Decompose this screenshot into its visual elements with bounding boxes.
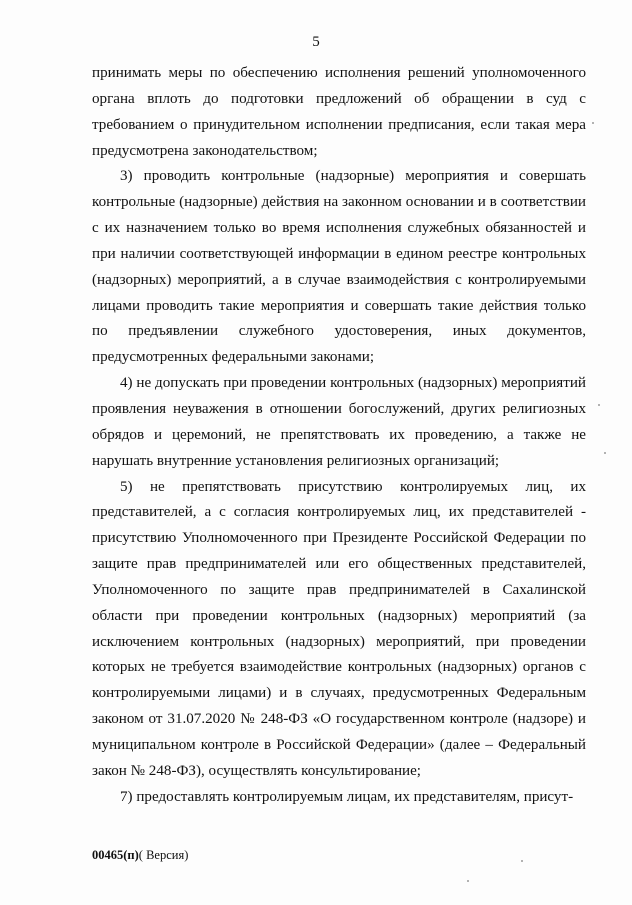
paragraph-item-4: 4) не допускать при проведении контрольных (надзорных) мероприятий проявления неуважения в отношении богослужений, других религиозных обрядов и церемоний, не препятствовать их проведению, а также не нарушать внутренние установления религиозных организаций; xyxy=(92,375,586,469)
scan-speck xyxy=(604,452,606,454)
document-footer xyxy=(92,848,188,863)
paragraph-item-3: 3) проводить контрольные (надзорные) мероприятия и совершать контрольные (надзорные) действия на законном основании и в соответствии с их назначением только во время исполнения служебных обязанностей и при наличии соответствующей информации в едином реестре контрольных (надзорных) мероприятий, а в случае взаимодействия с контролируемыми лицами проводить такие мероприятия и совершать такие действия только по предъявлении служебного удостоверения, иных документов, предусмотренных федеральными законами; xyxy=(92,168,586,366)
document-version: ( Версия) xyxy=(138,848,189,862)
scan-speck xyxy=(467,880,469,882)
document-body xyxy=(92,61,586,810)
paragraph-continued: принимать меры по обеспечению исполнения решений уполномоченного органа вплоть до подготовки предложений об обращении в суд с требованием о принудительном исполнении предписания, если такая мера предусмотрена законодательством; xyxy=(92,65,586,159)
scan-speck xyxy=(521,860,523,862)
paragraph-item-7: 7) предоставлять контролируемым лицам, их представителям, присут- xyxy=(120,788,574,805)
scan-speck xyxy=(598,404,600,406)
page-number: 5 xyxy=(312,34,320,50)
paragraph-item-5: 5) не препятствовать присутствию контролируемых лиц, их представителей, а с согласия контролируемых лиц, их представителей - присутствию Уполномоченного при Президенте Российской Федерации по защите прав предпринимателей или его общественных представителей, Уполномоченного по защите прав предпринимателей в Сахалинской области при проведении контрольных (надзорных) мероприятий (за исключением контрольных (надзорных) мероприятий, при проведении которых не требуется взаимодействие контрольных (надзорных) органов с контролируемыми лицами) и в случаях, предусмотренных Федеральным законом от 31.07.2020 № 248-ФЗ «О государственном контроле (надзоре) и муниципальном контроле в Российской Федерации» (далее – Федеральный закон № 248-ФЗ), осуществлять консультирование; xyxy=(92,478,586,779)
document-code: 00465(п) xyxy=(92,848,139,862)
scan-speck xyxy=(592,122,594,124)
